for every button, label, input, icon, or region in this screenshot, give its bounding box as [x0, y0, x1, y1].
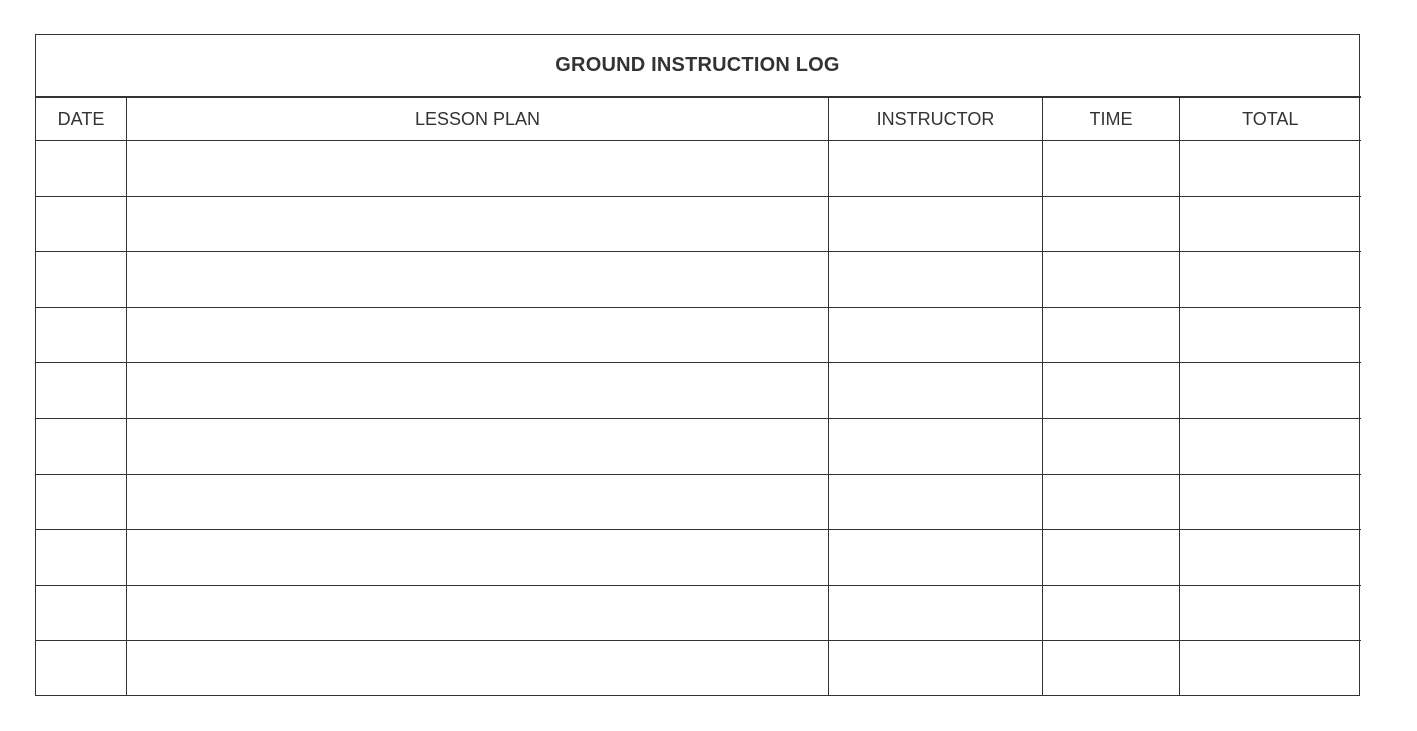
cell-instructor[interactable] [829, 530, 1043, 586]
cell-lesson-plan[interactable] [127, 141, 829, 197]
cell-date[interactable] [36, 363, 127, 419]
log-table [35, 96, 1361, 696]
cell-time[interactable] [1043, 141, 1180, 197]
cell-time[interactable] [1043, 474, 1180, 530]
column-header-date: DATE [36, 97, 127, 141]
cell-time[interactable] [1043, 307, 1180, 363]
cell-total[interactable] [1180, 196, 1361, 252]
cell-time[interactable] [1043, 418, 1180, 474]
cell-lesson-plan[interactable] [127, 196, 829, 252]
cell-time[interactable] [1043, 196, 1180, 252]
cell-date[interactable] [36, 585, 127, 641]
cell-total[interactable] [1180, 141, 1361, 197]
cell-date[interactable] [36, 252, 127, 308]
table-row [36, 196, 1361, 252]
cell-total[interactable] [1180, 307, 1361, 363]
cell-date[interactable] [36, 418, 127, 474]
table-row [36, 418, 1361, 474]
cell-lesson-plan[interactable] [127, 307, 829, 363]
table-row [36, 585, 1361, 641]
cell-date[interactable] [36, 141, 127, 197]
cell-instructor[interactable] [829, 196, 1043, 252]
cell-lesson-plan[interactable] [127, 252, 829, 308]
log-body [36, 141, 1361, 696]
table-row [36, 141, 1361, 197]
cell-lesson-plan[interactable] [127, 585, 829, 641]
cell-total[interactable] [1180, 363, 1361, 419]
table-row [36, 474, 1361, 530]
table-row [36, 641, 1361, 696]
cell-time[interactable] [1043, 530, 1180, 586]
cell-instructor[interactable] [829, 363, 1043, 419]
table-row [36, 530, 1361, 586]
column-header-instructor: INSTRUCTOR [829, 97, 1043, 141]
cell-date[interactable] [36, 474, 127, 530]
cell-instructor[interactable] [829, 474, 1043, 530]
cell-date[interactable] [36, 307, 127, 363]
cell-time[interactable] [1043, 641, 1180, 696]
table-row [36, 307, 1361, 363]
table-row [36, 252, 1361, 308]
cell-instructor[interactable] [829, 141, 1043, 197]
form-title: GROUND INSTRUCTION LOG [555, 54, 840, 76]
cell-total[interactable] [1180, 474, 1361, 530]
cell-time[interactable] [1043, 363, 1180, 419]
cell-instructor[interactable] [829, 307, 1043, 363]
cell-instructor[interactable] [829, 418, 1043, 474]
cell-instructor[interactable] [829, 641, 1043, 696]
cell-time[interactable] [1043, 252, 1180, 308]
table-row [36, 363, 1361, 419]
header-row [36, 97, 1361, 141]
cell-total[interactable] [1180, 530, 1361, 586]
cell-lesson-plan[interactable] [127, 474, 829, 530]
cell-instructor[interactable] [829, 252, 1043, 308]
column-header-total: TOTAL [1180, 97, 1361, 141]
cell-lesson-plan[interactable] [127, 418, 829, 474]
cell-lesson-plan[interactable] [127, 530, 829, 586]
cell-lesson-plan[interactable] [127, 363, 829, 419]
cell-total[interactable] [1180, 585, 1361, 641]
cell-total[interactable] [1180, 418, 1361, 474]
cell-total[interactable] [1180, 252, 1361, 308]
cell-time[interactable] [1043, 585, 1180, 641]
cell-total[interactable] [1180, 641, 1361, 696]
cell-date[interactable] [36, 196, 127, 252]
cell-date[interactable] [36, 641, 127, 696]
column-header-lesson-plan: LESSON PLAN [127, 97, 829, 141]
ground-instruction-log-form [35, 34, 1360, 696]
column-header-time: TIME [1043, 97, 1180, 141]
cell-date[interactable] [36, 530, 127, 586]
cell-instructor[interactable] [829, 585, 1043, 641]
cell-lesson-plan[interactable] [127, 641, 829, 696]
